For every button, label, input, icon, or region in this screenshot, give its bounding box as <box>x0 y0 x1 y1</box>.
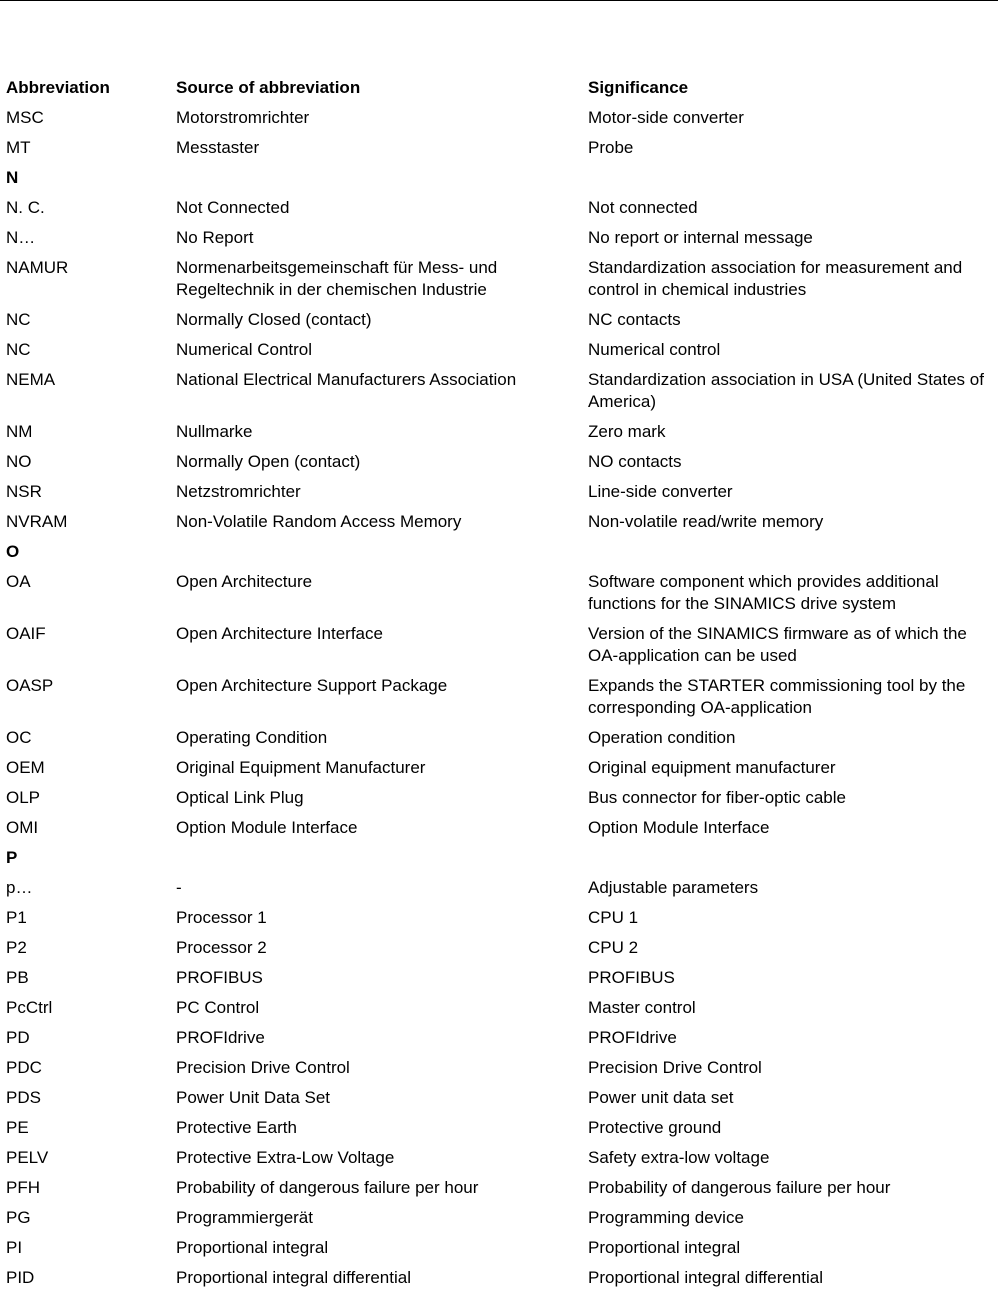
abbreviation-cell: NVRAM <box>6 512 68 531</box>
section-heading-row <box>6 537 998 567</box>
table-row <box>6 305 998 335</box>
table-row <box>6 619 998 671</box>
significance-cell: Adjustable parameters <box>588 878 759 897</box>
table-row <box>6 567 998 619</box>
source-cell: Probability of dangerous failure per hour <box>176 1178 479 1197</box>
significance-cell: Software component which provides additional functions for the SINAMICS drive system <box>588 572 939 613</box>
abbreviation-cell: PcCtrl <box>6 998 53 1017</box>
significance-cell: NO contacts <box>588 452 682 471</box>
source-cell: Motorstromrichter <box>176 108 310 127</box>
source-cell: Operating Condition <box>176 728 328 747</box>
section-letter: N <box>6 168 19 187</box>
abbreviation-cell: OASP <box>6 676 54 695</box>
abbreviation-cell: PFH <box>6 1178 40 1197</box>
significance-cell: Proportional integral <box>588 1238 741 1257</box>
significance-cell: PROFIdrive <box>588 1028 677 1047</box>
abbreviation-table <box>6 73 998 1293</box>
significance-cell: Probe <box>588 138 634 157</box>
significance-cell: Safety extra-low voltage <box>588 1148 770 1167</box>
source-cell: - <box>176 878 182 897</box>
abbreviation-cell: NEMA <box>6 370 56 389</box>
header-abbreviation: Abbreviation <box>6 78 110 97</box>
table-row <box>6 723 998 753</box>
source-cell: Power Unit Data Set <box>176 1088 331 1107</box>
abbreviation-cell: N. C. <box>6 198 45 217</box>
significance-cell: Precision Drive Control <box>588 1058 762 1077</box>
significance-cell: Original equipment manufacturer <box>588 758 836 777</box>
table-row <box>6 963 998 993</box>
source-cell: Not Connected <box>176 198 290 217</box>
abbreviation-cell: PI <box>6 1238 23 1257</box>
significance-cell: Protective ground <box>588 1118 722 1137</box>
significance-cell: No report or internal message <box>588 228 813 247</box>
significance-cell: Standardization association in USA (United States of America) <box>588 370 984 411</box>
abbreviation-cell: PB <box>6 968 29 987</box>
source-cell: Option Module Interface <box>176 818 358 837</box>
abbreviation-cell: N… <box>6 228 36 247</box>
abbreviation-cell: OA <box>6 572 31 591</box>
source-cell: Open Architecture Support Package <box>176 676 448 695</box>
table-row <box>6 753 998 783</box>
abbreviation-cell: NC <box>6 310 31 329</box>
table-row <box>6 671 998 723</box>
significance-cell: CPU 1 <box>588 908 639 927</box>
source-cell: Normally Closed (contact) <box>176 310 372 329</box>
significance-cell: Standardization association for measurement and control in chemical industries <box>588 258 963 299</box>
header-significance: Significance <box>588 78 689 97</box>
significance-cell: Non-volatile read/write memory <box>588 512 824 531</box>
table-row <box>6 133 998 163</box>
table-row <box>6 1263 998 1293</box>
source-cell: Normally Open (contact) <box>176 452 361 471</box>
table-row <box>6 103 998 133</box>
table-row <box>6 365 998 417</box>
table-row <box>6 1143 998 1173</box>
abbreviation-cell: p… <box>6 878 33 897</box>
source-cell: Proportional integral differential <box>176 1268 411 1287</box>
table-row <box>6 1053 998 1083</box>
source-cell: Protective Earth <box>176 1118 297 1137</box>
significance-cell: Probability of dangerous failure per hour <box>588 1178 891 1197</box>
table-row <box>6 447 998 477</box>
source-cell: Nullmarke <box>176 422 253 441</box>
significance-cell: Version of the SINAMICS firmware as of which the OA-application can be used <box>588 624 967 665</box>
table-row <box>6 193 998 223</box>
abbreviation-cell: OMI <box>6 818 39 837</box>
table-row <box>6 1173 998 1203</box>
table-row <box>6 507 998 537</box>
table-row <box>6 1203 998 1233</box>
table-row <box>6 933 998 963</box>
table-row <box>6 873 998 903</box>
section-heading-row <box>6 163 998 193</box>
source-cell: PROFIdrive <box>176 1028 265 1047</box>
abbreviation-cell: PID <box>6 1268 35 1287</box>
significance-cell: Motor-side converter <box>588 108 744 127</box>
abbreviation-cell: NSR <box>6 482 42 501</box>
abbreviation-cell: PD <box>6 1028 30 1047</box>
table-row <box>6 253 998 305</box>
significance-cell: Power unit data set <box>588 1088 734 1107</box>
significance-cell: Bus connector for fiber-optic cable <box>588 788 846 807</box>
source-cell: Precision Drive Control <box>176 1058 350 1077</box>
source-cell: Proportional integral <box>176 1238 329 1257</box>
source-cell: Programmiergerät <box>176 1208 313 1227</box>
significance-cell: CPU 2 <box>588 938 639 957</box>
section-heading-row <box>6 843 998 873</box>
table-row <box>6 903 998 933</box>
abbreviation-cell: MT <box>6 138 31 157</box>
source-cell: Processor 1 <box>176 908 267 927</box>
significance-cell: PROFIBUS <box>588 968 675 987</box>
section-letter: O <box>6 542 20 561</box>
significance-cell: Expands the STARTER commissioning tool by the corresponding OA-application <box>588 676 966 717</box>
table-row <box>6 223 998 253</box>
significance-cell: Numerical control <box>588 340 721 359</box>
abbreviation-cell: OEM <box>6 758 45 777</box>
abbreviation-cell: PELV <box>6 1148 49 1167</box>
source-cell: Original Equipment Manufacturer <box>176 758 426 777</box>
table-row <box>6 1083 998 1113</box>
significance-cell: Zero mark <box>588 422 666 441</box>
source-cell: Non-Volatile Random Access Memory <box>176 512 462 531</box>
source-cell: PROFIBUS <box>176 968 263 987</box>
table-header <box>6 73 998 103</box>
abbreviation-cell: NAMUR <box>6 258 69 277</box>
significance-cell: Option Module Interface <box>588 818 770 837</box>
header-source: Source of abbreviation <box>176 78 361 97</box>
source-cell: National Electrical Manufacturers Association <box>176 370 517 389</box>
table-row <box>6 335 998 365</box>
source-cell: Normenarbeitsgemeinschaft für Mess- und Regeltechnik in der chemischen Industrie <box>176 258 498 299</box>
source-cell: Messtaster <box>176 138 260 157</box>
abbreviation-cell: OAIF <box>6 624 46 643</box>
abbreviation-cell: MSC <box>6 108 44 127</box>
abbreviation-cell: NO <box>6 452 32 471</box>
abbreviation-cell: PE <box>6 1118 29 1137</box>
abbreviation-cell: OC <box>6 728 32 747</box>
table-row <box>6 1023 998 1053</box>
table-row <box>6 1113 998 1143</box>
significance-cell: Proportional integral differential <box>588 1268 823 1287</box>
significance-cell: Operation condition <box>588 728 736 747</box>
source-cell: Open Architecture <box>176 572 313 591</box>
source-cell: Processor 2 <box>176 938 267 957</box>
table-row <box>6 417 998 447</box>
abbreviation-cell: PDS <box>6 1088 41 1107</box>
source-cell: No Report <box>176 228 254 247</box>
abbreviation-cell: PDC <box>6 1058 42 1077</box>
source-cell: Open Architecture Interface <box>176 624 383 643</box>
table-row <box>6 993 998 1023</box>
source-cell: Netzstromrichter <box>176 482 301 501</box>
significance-cell: Not connected <box>588 198 698 217</box>
abbreviation-cell: PG <box>6 1208 31 1227</box>
source-cell: Numerical Control <box>176 340 313 359</box>
source-cell: Optical Link Plug <box>176 788 304 807</box>
abbreviation-cell: P1 <box>6 908 27 927</box>
table-row <box>6 813 998 843</box>
header-rule <box>0 0 998 1</box>
source-cell: PC Control <box>176 998 260 1017</box>
table-body <box>6 103 998 1293</box>
significance-cell: NC contacts <box>588 310 681 329</box>
significance-cell: Programming device <box>588 1208 744 1227</box>
section-letter: P <box>6 848 18 867</box>
abbreviation-cell: NM <box>6 422 33 441</box>
abbreviation-cell: OLP <box>6 788 41 807</box>
table-row <box>6 477 998 507</box>
abbreviation-cell: NC <box>6 340 31 359</box>
significance-cell: Line-side converter <box>588 482 733 501</box>
table-row <box>6 783 998 813</box>
abbreviation-cell: P2 <box>6 938 27 957</box>
significance-cell: Master control <box>588 998 696 1017</box>
source-cell: Protective Extra-Low Voltage <box>176 1148 395 1167</box>
table-row <box>6 1233 998 1263</box>
